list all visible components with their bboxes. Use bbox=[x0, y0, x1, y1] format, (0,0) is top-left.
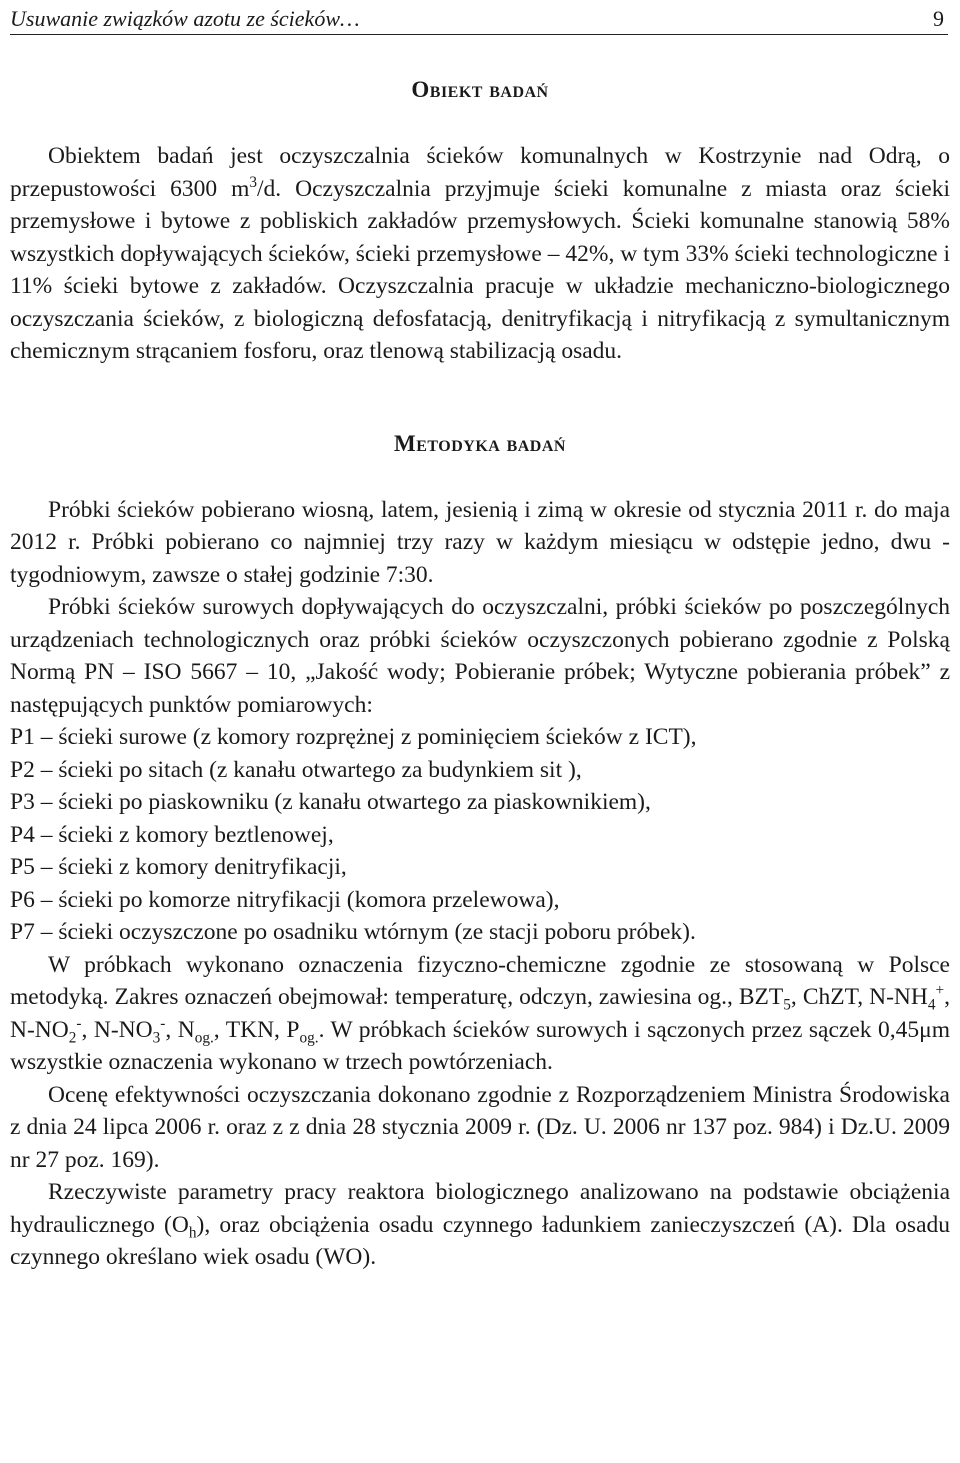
subscript: og. bbox=[194, 1029, 214, 1047]
list-item: P1 – ścieki surowe (z komory rozprężnej z pominięciem ścieków z ICT), bbox=[10, 724, 697, 750]
chem-formula bbox=[68, 1014, 82, 1047]
paragraph-efficiency-assessment: Ocenę efektywności oczyszczania dokonano zgodnie z Rozporządzeniem Ministra Środowiska z dnia 24 lipca 2006 r. oraz z z dnia 28 stycznia 2009 r. (Dz. U. 2006 nr 137 poz. 984) i Dz.U. 2009 nr 27 poz. 169). bbox=[10, 1081, 950, 1173]
page-body bbox=[10, 70, 950, 1274]
paragraph-reactor-parameters bbox=[10, 1176, 950, 1274]
text-run: W próbkach wykonano oznaczenia fizyczno-chemiczne zgodnie ze stosowaną w Polsce metodyką. Zakres oznaczeń obejmował: temperaturę, odczyn, zawiesina og., BZT bbox=[10, 951, 950, 1010]
superscript: - bbox=[76, 1014, 82, 1032]
text-run: Rzeczywiste parametry pracy reaktora biologicznego analizowano na podstawie obciążenia hydraulicznego (O bbox=[10, 1179, 950, 1238]
list-item: P2 – ścieki po sitach (z kanału otwartego za budynkiem sit ), bbox=[10, 756, 582, 783]
subscript: 5 bbox=[783, 996, 791, 1014]
paragraph-analyses bbox=[10, 949, 950, 1079]
list-item: P4 – ścieki z komory beztlenowej, bbox=[10, 821, 334, 848]
text-run: , N-NO bbox=[81, 1016, 153, 1043]
list-item: P3 – ścieki po piaskowniku (z kanału otwartego za piaskownikiem), bbox=[10, 789, 651, 815]
text-run: , N-NO bbox=[10, 984, 950, 1043]
paragraph-sampling-period: Próbki ścieków pobierano wiosną, latem, jesienią i zimą w okresie od stycznia 2011 r. do maja 2012 r. Próbki pobierano co najmniej trzy razy w każdym miesiącu w odstępie jedno, dwu - tygodniowym, zawsze o stałej godzinie 7:30. bbox=[10, 496, 950, 588]
section-heading-obiekt: Obiekt badań bbox=[411, 77, 549, 102]
chem-formula bbox=[927, 982, 945, 1014]
paragraph-obiekt bbox=[10, 140, 950, 368]
superscript: 3 bbox=[249, 173, 258, 191]
list-item: P6 – ścieki po komorze nitryfikacji (komora przelewowa), bbox=[10, 886, 560, 913]
page-number: 9 bbox=[933, 6, 944, 31]
subscript: og. bbox=[299, 1029, 319, 1047]
text-run: /d. Oczyszczalnia przyjmuje ścieki komunalne z miasta oraz ścieki przemysłowe i bytowe z pobliskich zakładów przemysłowych. Ścieki komunalne stanowią 58% wszystkich dopływających ścieków, ścieki przemysłowe – 42%, w tym 33% ścieki technologiczne i 11% ścieki bytowe z zakładów. Oczyszczalnia pracuje w układzie mechaniczno-biologicznego oczyszczania ścieków, z biologiczną defosfatacją, denitryfikacją i nitryfikacją z symultanicznym chemicznym strącaniem fosforu, oraz tlenową stabilizacją osadu. bbox=[10, 175, 951, 364]
superscript: + bbox=[935, 982, 945, 1000]
superscript: - bbox=[160, 1014, 166, 1032]
text-run: . W próbkach ścieków surowych i sączonych przez sączek 0,45μm wszystkie oznaczenia wykonano w trzech powtórzeniach. bbox=[10, 1016, 950, 1075]
text-run: Obiektem badań jest oczyszczalnia ścieków komunalnych w Kostrzynie nad Odrą, o przepustowości 6300 m bbox=[10, 143, 950, 202]
subscript: 3 bbox=[152, 1029, 161, 1047]
list-item: P7 – ścieki oczyszczone po osadniku wtórnym (ze stacji poboru próbek). bbox=[10, 919, 696, 945]
list-item: P5 – ścieki z komory denitryfikacji, bbox=[10, 854, 347, 880]
subscript: 2 bbox=[68, 1029, 77, 1047]
text-run: , N bbox=[165, 1016, 195, 1043]
text-run: , TKN, P bbox=[213, 1016, 300, 1043]
text-run: ), oraz obciążenia osadu czynnego ładunkiem zanieczyszczeń (A). Dla osadu czynnego określano wiek osadu (WO). bbox=[10, 1211, 950, 1270]
section-heading-metodyka: Metodyka badań bbox=[394, 430, 566, 456]
measurement-points-list bbox=[10, 721, 950, 949]
subscript: h bbox=[188, 1224, 197, 1242]
running-title: Usuwanie związków azotu ze ścieków… bbox=[10, 6, 360, 31]
text-run: , ChZT, N-NH bbox=[790, 984, 928, 1010]
running-header bbox=[10, 4, 948, 35]
paragraph-sampling-points-intro: Próbki ścieków surowych dopływających do oczyszczalni, próbki ścieków po poszczególnych urządzeniach technologicznych oraz próbki ścieków oczyszczonych pobierano zgodnie z Polską Normą PN – ISO 5667 – 10, „Jakość wody; Pobieranie próbek; Wytyczne pobierania próbek” z następujących punktów pomiarowych: bbox=[10, 594, 950, 718]
chem-formula bbox=[152, 1014, 166, 1047]
subscript: 4 bbox=[927, 996, 936, 1014]
